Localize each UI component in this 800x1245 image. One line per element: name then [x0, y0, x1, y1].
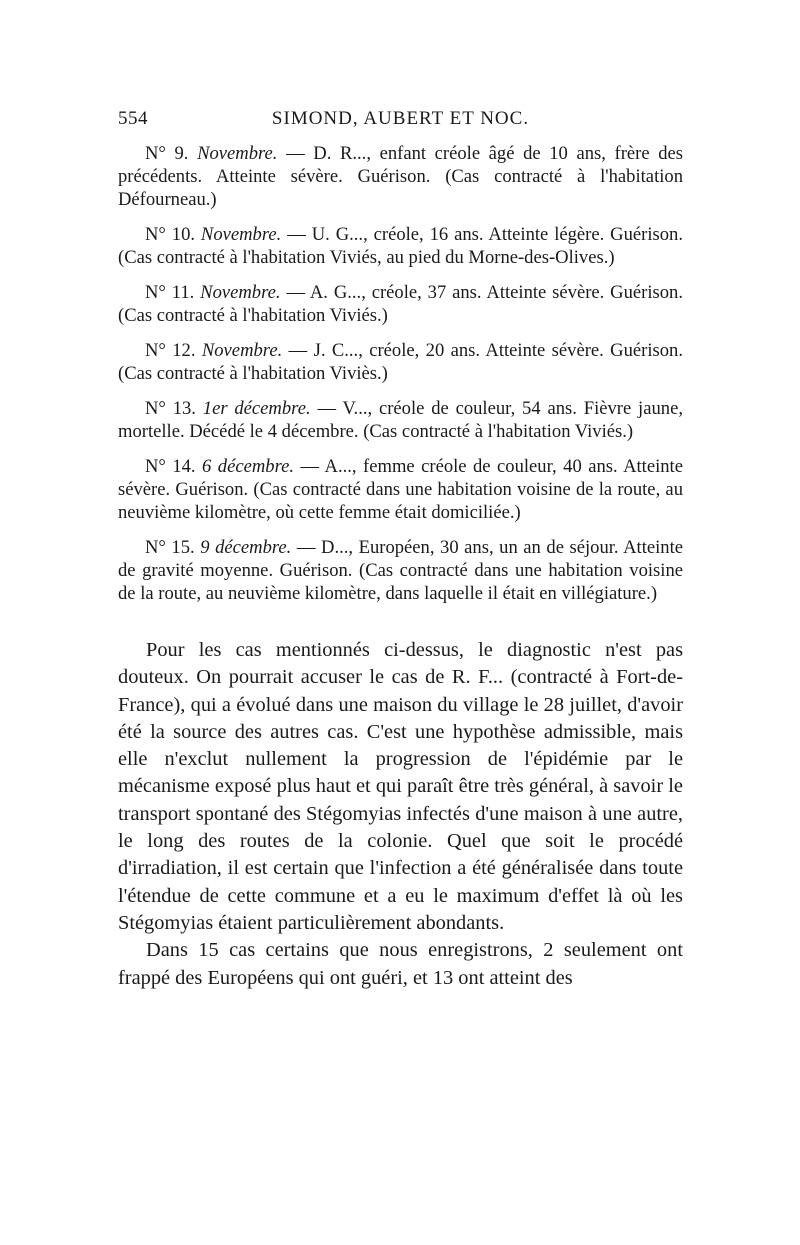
case-number: N° 9.	[145, 143, 189, 164]
book-page	[118, 108, 683, 992]
case-list	[118, 142, 683, 605]
case-number: N° 10.	[145, 224, 196, 245]
case-entry-15	[118, 536, 683, 605]
case-date: 6 décembre.	[202, 456, 295, 477]
case-entry-11	[118, 281, 683, 327]
case-date: Novembre.	[197, 143, 278, 164]
case-date: 9 décembre.	[200, 537, 292, 558]
case-text: — D..., Européen, 30 ans, un an de séjour. Atteinte de gravité moyenne. Guérison. (Cas contracté dans une habitation voisine de la route, au neuvième kilomètre, dans laquelle il était en villégiature.)	[118, 537, 683, 604]
case-text: — J. C..., créole, 20 ans. Atteinte sévère. Guérison. (Cas contracté à l'habitation Viviès.)	[118, 340, 683, 384]
case-text: — U. G..., créole, 16 ans. Atteinte légère. Guérison. (Cas contracté à l'habitation Viviés, au pied du Morne-des-Olives.)	[118, 224, 683, 268]
running-head-authors: SIMOND, AUBERT ET NOC.	[271, 108, 530, 129]
body-paragraph-european-cases: Dans 15 cas certains que nous enregistrons, 2 seulement ont frappé des Européens qui ont guéri, et 13 ont atteint des	[118, 939, 683, 989]
case-entry-9	[118, 142, 683, 211]
case-text: — D. R..., enfant créole âgé de 10 ans, frère des précédents. Atteinte sévère. Guérison. (Cas contracté à l'habitation Défourneau.)	[118, 143, 683, 210]
page-number: 554	[118, 108, 148, 129]
running-head	[118, 108, 683, 142]
case-number: N° 11.	[145, 282, 195, 303]
case-entry-13	[118, 397, 683, 443]
case-entry-10	[118, 223, 683, 269]
case-text: — A. G..., créole, 37 ans. Atteinte sévère. Guérison. (Cas contracté à l'habitation Viviés.)	[118, 282, 683, 326]
case-entry-12	[118, 339, 683, 385]
case-number: N° 14.	[145, 456, 196, 477]
case-number: N° 15.	[145, 537, 195, 558]
case-date: Novembre.	[200, 224, 282, 245]
case-number: N° 13.	[145, 398, 196, 419]
case-number: N° 12.	[145, 340, 196, 361]
case-text: — A..., femme créole de couleur, 40 ans. Atteinte sévère. Guérison. (Cas contracté dans une habitation voisine de la route, au neuvième kilomètre, où cette femme était domiciliée.)	[118, 456, 683, 523]
case-date: Novembre.	[200, 282, 281, 303]
case-date: Novembre.	[201, 340, 283, 361]
case-date: 1er décembre.	[202, 398, 311, 419]
case-text: — V..., créole de couleur, 54 ans. Fièvre jaune, mortelle. Décédé le 4 décembre. (Cas contracté à l'habitation Viviés.)	[118, 398, 683, 442]
case-entry-14	[118, 455, 683, 524]
body-paragraph-diagnostic: Pour les cas mentionnés ci-dessus, le diagnostic n'est pas douteux. On pourrait accuser le cas de R. F... (contracté à Fort-de-France), qui a évolué dans une maison du village le 28 juillet, d'avoir été la source des autres cas. C'est une hypothèse admissible, mais elle n'exclut nullement la progression de l'épidémie par le mécanisme exposé plus haut et qui paraît être très général, à savoir le transport spontané des Stégomyias infectés d'une maison à une autre, le long des routes de la colonie. Quel que soit le procédé d'irradiation, il est certain que l'infection a été généralisée dans toute l'étendue de cette commune et a eu le maximum d'effet là où les Stégomyias étaient particulièrement abondants.	[118, 639, 683, 934]
